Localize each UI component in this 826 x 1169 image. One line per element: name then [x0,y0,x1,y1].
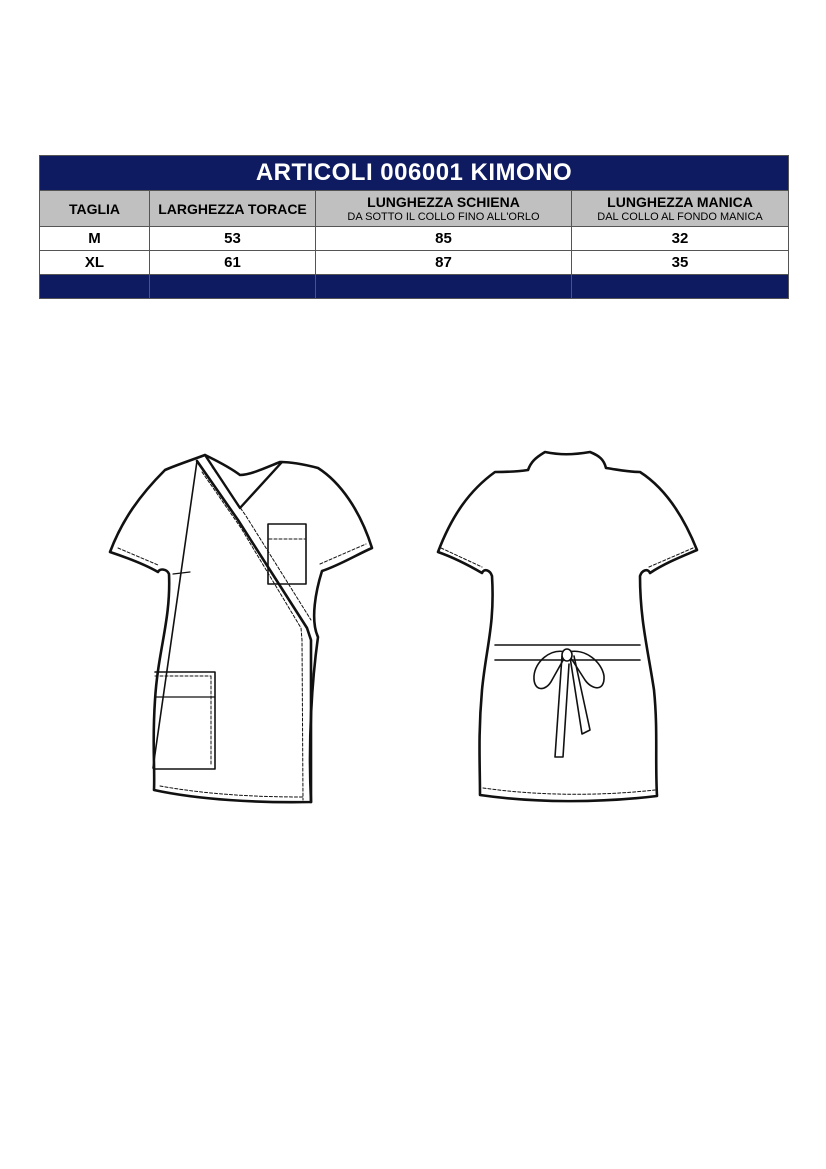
cell-back: 87 [316,251,572,275]
column-header-lunghezza-schiena: LUNGHEZZA SCHIENA DA SOTTO IL COLLO FINO ALL'ORLO [316,191,572,227]
cell-size: M [40,227,150,251]
kimono-front-view [110,455,372,802]
cell-sleeve: 32 [572,227,789,251]
table-title: ARTICOLI 006001 KIMONO [40,156,789,191]
column-header-lunghezza-manica: LUNGHEZZA MANICA DAL COLLO AL FONDO MANICA [572,191,789,227]
cell-sleeve: 35 [572,251,789,275]
cell-back: 85 [316,227,572,251]
column-header-taglia: TAGLIA [40,191,150,227]
cell-chest: 53 [150,227,316,251]
column-header-larghezza-torace: LARGHEZZA TORACE [150,191,316,227]
cell-chest: 61 [150,251,316,275]
cell-size: XL [40,251,150,275]
kimono-back-view [438,452,697,801]
